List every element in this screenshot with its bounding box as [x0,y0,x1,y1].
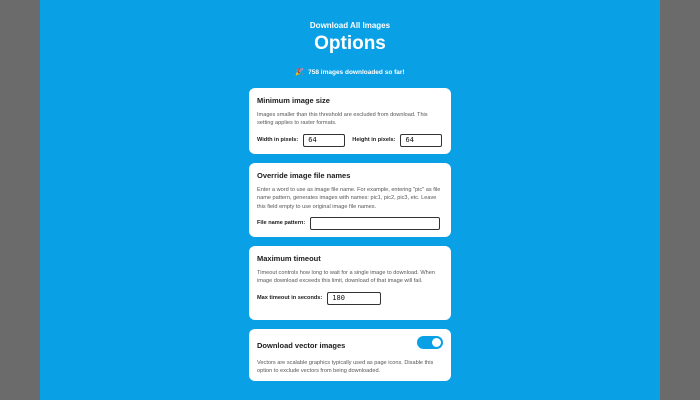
vector-toggle[interactable] [417,336,443,349]
party-popper-icon: 🎉 [295,69,305,76]
min-size-title: Minimum image size [257,96,330,105]
timeout-card [249,246,451,320]
height-label: Height in pixels: [352,137,396,144]
min-size-inputs [257,134,443,147]
timeout-title: Maximum timeout [257,254,321,263]
timeout-row [257,292,443,305]
download-counter [40,68,660,76]
app-name: Download All Images [309,21,391,30]
override-names-description: Enter a word to use as image file name. For example, entering "pic" as file name pattern, generates images with names: pic1, pic2, pic3, etc. Leave this field empty to use original image file names. [257,187,441,210]
width-label: Width in pixels: [257,137,299,144]
vector-description: Vectors are scalable graphics typically used as page icons. Disable this option to exclude vectors from being downloaded. [257,360,434,375]
height-input[interactable] [400,134,442,147]
override-names-card [249,163,451,237]
vector-card [249,329,451,381]
timeout-input[interactable] [327,292,381,305]
pattern-label: File name pattern: [257,220,306,227]
toggle-knob [432,338,441,347]
override-names-title: Override image file names [257,171,351,180]
vector-title: Download vector images [257,341,346,350]
min-size-card [249,88,451,154]
width-input[interactable] [303,134,345,147]
pattern-row [257,217,443,230]
options-page [40,0,660,400]
timeout-description: Timeout controls how long to wait for a single image to download. When image download exceeds this limit, download of that image will fail. [257,270,435,285]
download-counter-text: 758 images downloaded so far! [308,69,405,76]
min-size-description: Images smaller than this threshold are excluded from download. This setting applies to raster formats. [257,112,428,127]
page-title: Options [314,33,386,54]
file-name-pattern-input[interactable] [310,217,440,230]
timeout-label: Max timeout in seconds: [257,295,323,302]
